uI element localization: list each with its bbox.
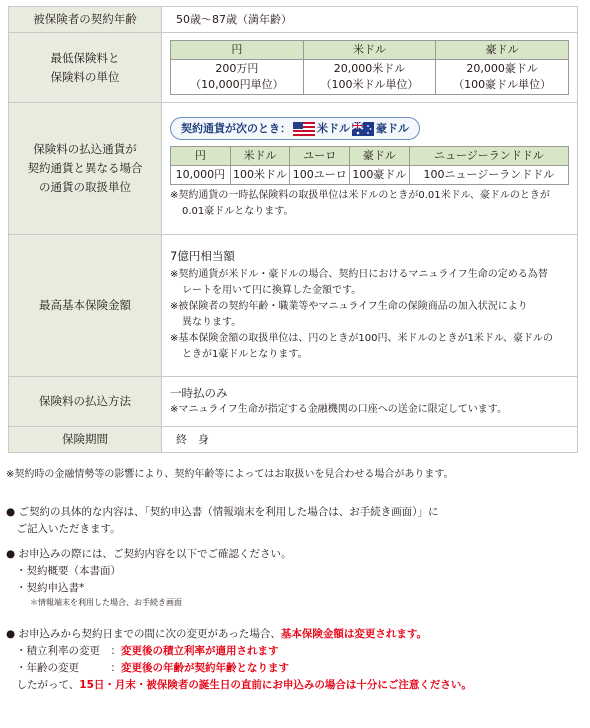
min-premium-cell — [162, 33, 578, 103]
max-note-3: ※基本保険金額の取扱単位は、円のときが100円、米ドルのときが1米ドル、豪ドルの ときが1豪ドルとなります。 — [170, 333, 554, 360]
footer-note: ※契約時の金融情勢等の影響により、契約年齢等によってはお取扱いを見合わせる場合があります。 — [6, 469, 454, 480]
contract-currency-pill: 契約通貨が次のとき： 米ドル 豪ドル — [170, 117, 420, 140]
currency-unit-label: 保険料の払込通貨が 契約通貨と異なる場合 の通貨の取扱単位 — [9, 103, 162, 235]
max-note-2: ※被保険者の契約年齢・職業等やマニュライフ生命の保険商品の加入状況により 異なります。 — [170, 301, 528, 328]
col-usd: 米ドル — [303, 41, 436, 60]
min-premium-subtable — [170, 40, 569, 95]
age-label: 被保険者の契約年齢 — [9, 7, 162, 33]
row-currency-unit — [9, 103, 578, 235]
row-min-premium — [9, 33, 578, 103]
bullet-contract-details: ● ご契約の具体的な内容は、「契約申込書（情報端末を利用した場合は、お手続き画面）」に ご記入いただきます。 — [6, 506, 439, 535]
min-jpy: 200万円 （10,000円単位） — [171, 60, 304, 95]
currency-unit-subtable: 円 米ドル ユーロ 豪ドル ニュージーランドドル 10,000円 100米ドル 100ユーロ 100豪ドル 100ニュージーランドドル — [170, 146, 569, 185]
col-aud: 豪ドル — [436, 41, 569, 60]
payment-method-cell: 一時払のみ ※マニュライフ生命が指定する金融機関の口座への送金に限定しています。 — [162, 377, 578, 427]
us-flag-icon — [293, 122, 315, 136]
insurance-period-label: 保険期間 — [9, 427, 162, 453]
age-value: 50歳～87歳（満年齢） — [162, 7, 578, 33]
max-amount-cell — [162, 235, 578, 377]
min-premium-label: 最低保険料と 保険料の単位 — [9, 33, 162, 103]
max-amount-value: 7億円相当額 — [170, 249, 235, 263]
row-payment-method — [9, 377, 578, 427]
insurance-period-value: 終 身 — [162, 427, 578, 453]
row-insurance-period — [9, 427, 578, 453]
payment-method-label: 保険料の払込方法 — [9, 377, 162, 427]
bullet-confirm: ● お申込みの際には、ご契約内容を以下でご確認ください。 ・契約概要（本書面） ・契約申込書* ＊情報端末を利用した場合、お手続き画面 — [6, 548, 292, 607]
product-spec-table — [8, 6, 578, 453]
min-usd: 20,000米ドル （100米ドル単位） — [303, 60, 436, 95]
col-jpy: 円 — [171, 41, 304, 60]
bullet-changes: ● お申込みから契約日までの間に次の変更があった場合、基本保険金額は変更されます。 ・積立利率の変更 ：変更後の積立利率が適用されます ・年齢の変更 ：変更後の年齢が契約年齢となります したがって、15日・月末・被保険者の誕生日の直前にお申込みの場合は十分にご注意ください。 — [6, 628, 472, 691]
max-amount-label: 最高基本保険金額 — [9, 235, 162, 377]
au-flag-icon — [352, 122, 374, 136]
max-note-1: ※契約通貨が米ドル・豪ドルの場合、契約日におけるマニュライフ生命の定める為替 レートを用いて円に換算した金額です。 — [170, 269, 548, 296]
min-aud: 20,000豪ドル （100豪ドル単位） — [436, 60, 569, 95]
currency-note: ※契約通貨の一時払保険料の取扱単位は米ドルのときが0.01米ドル、豪ドルのときが 0.01豪ドルとなります。 — [170, 190, 550, 217]
currency-unit-cell — [162, 103, 578, 235]
row-max-amount — [9, 235, 578, 377]
row-age — [9, 7, 578, 33]
